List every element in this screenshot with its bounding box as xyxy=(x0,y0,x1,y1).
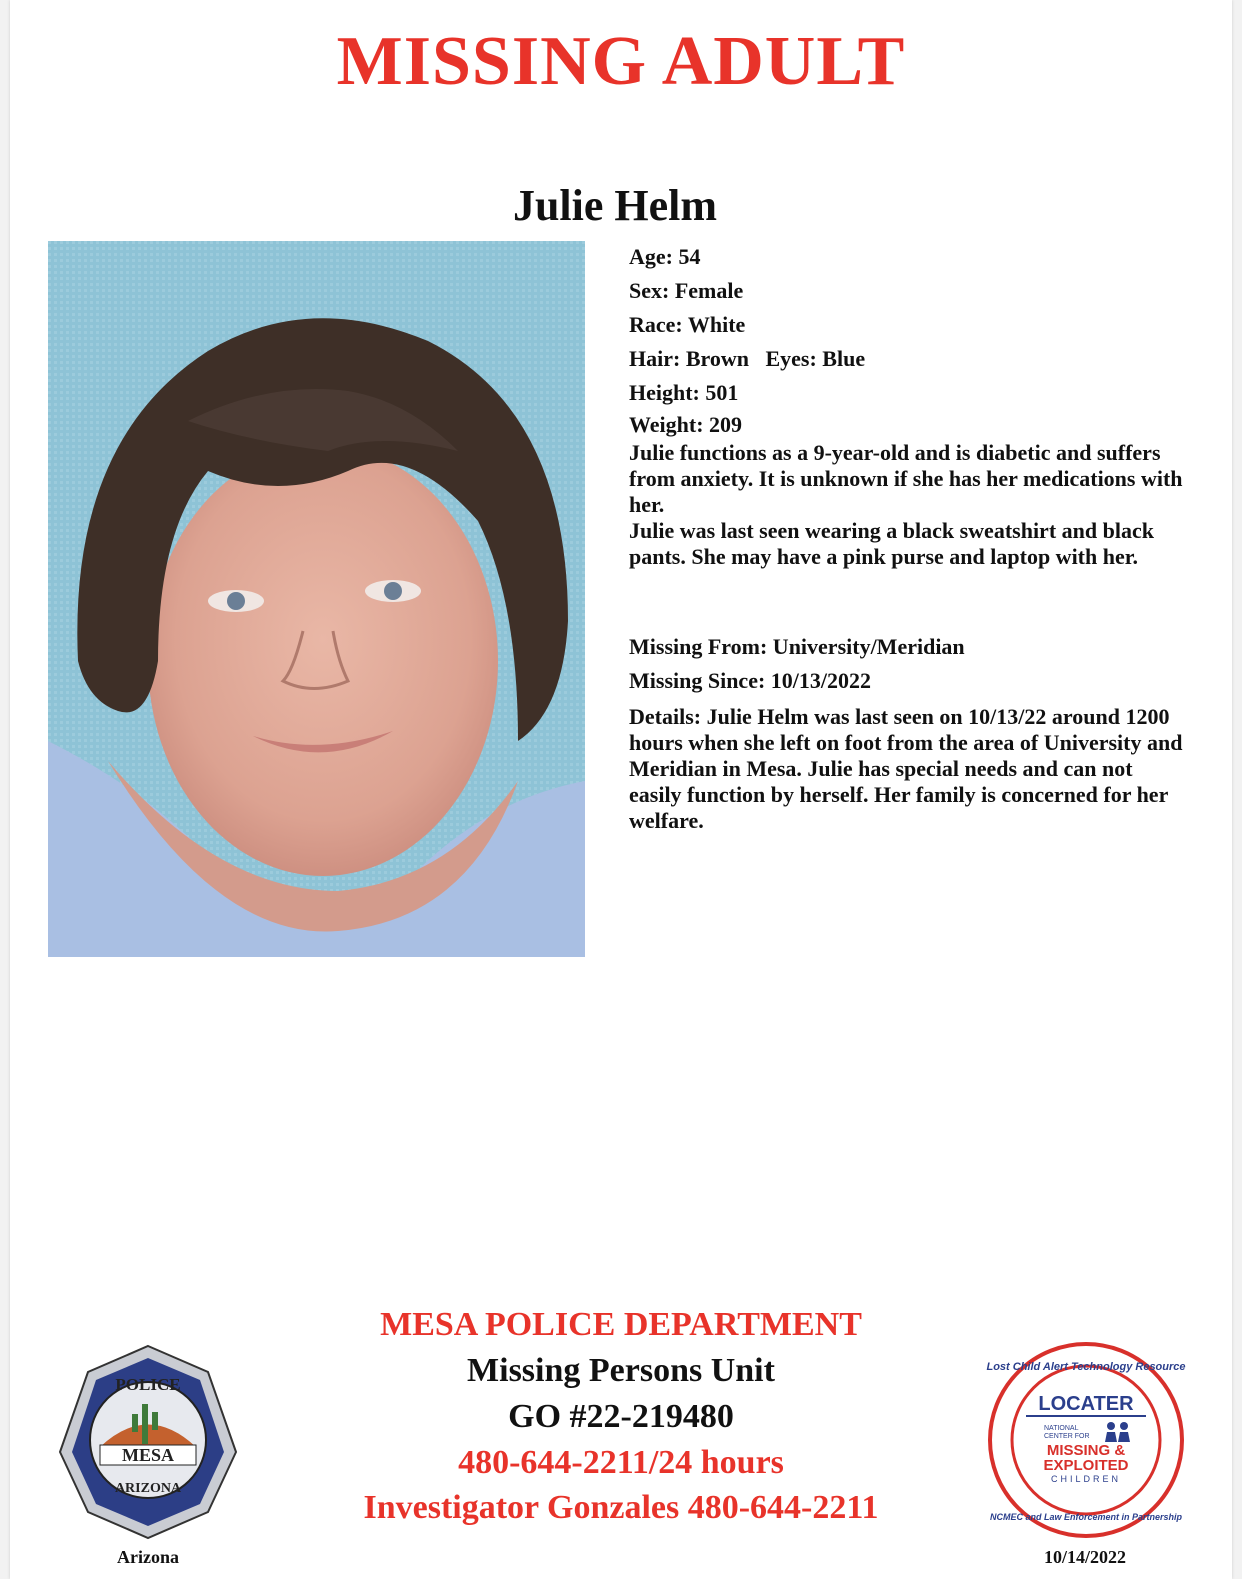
unit-name: Missing Persons Unit xyxy=(467,1352,775,1389)
missing-since-text: Missing Since: 10/13/2022 xyxy=(629,668,872,693)
svg-text:POLICE: POLICE xyxy=(115,1375,181,1394)
mesa-police-badge-logo xyxy=(58,1342,238,1542)
svg-text:MESA: MESA xyxy=(121,1445,175,1465)
date-caption: 10/14/2022 xyxy=(1043,1547,1126,1567)
phone-line: 480-644-2211/24 hours xyxy=(458,1444,784,1481)
svg-text:NCMEC and Law Enforcement in P: NCMEC and Law Enforcement in Partnership xyxy=(989,1512,1183,1522)
medical-description: Julie functions as a 9-year-old and is diabetic and suffers from anxiety. It is unknown if she has her medications with her. xyxy=(629,440,1183,517)
department-name: MESA POLICE DEPARTMENT xyxy=(380,1306,862,1343)
svg-text:EXPLOITED: EXPLOITED xyxy=(1043,1457,1129,1474)
missing-from-text: Missing From: University/Meridian xyxy=(629,634,965,659)
arizona-caption: Arizona xyxy=(117,1547,179,1567)
age-text: Age: 54 xyxy=(629,244,701,269)
height-text: Height: 501 xyxy=(629,380,739,405)
svg-text:NATIONAL: NATIONAL xyxy=(1044,1425,1079,1432)
svg-text:CENTER FOR: CENTER FOR xyxy=(1044,1433,1090,1440)
svg-text:CHILDREN: CHILDREN xyxy=(1050,1474,1122,1484)
svg-text:ARIZONA: ARIZONA xyxy=(114,1481,182,1496)
weight-text: Weight: 209 xyxy=(629,412,743,437)
investigator-line: Investigator Gonzales 480-644-2211 xyxy=(363,1489,879,1526)
clothing-description: Julie was last seen wearing a black sweatshirt and black pants. She may have a pink purse and laptop with her. xyxy=(629,518,1154,569)
person-details xyxy=(629,240,1189,834)
svg-text:MISSING &: MISSING & xyxy=(1046,1442,1126,1459)
sex-text: Sex: Female xyxy=(629,278,744,303)
hair-eyes-text: Hair: Brown Eyes: Blue xyxy=(629,346,866,371)
person-name: Julie Helm xyxy=(512,181,718,230)
case-number: GO #22-219480 xyxy=(508,1398,734,1435)
svg-text:LOCATER: LOCATER xyxy=(1038,1393,1134,1415)
locater-ncmec-seal-logo xyxy=(986,1340,1186,1540)
case-details: Details: Julie Helm was last seen on 10/13/22 around 1200 hours when she left on foot from the area of University and Meridian in Mesa. Julie has special needs and can not easily function by herself. Her family is concerned for her welfare. xyxy=(629,704,1183,833)
missing-person-photo xyxy=(48,241,585,957)
poster-headline: MISSING ADULT xyxy=(336,23,906,100)
svg-text:Lost Child Alert Technology Re: Lost Child Alert Technology Resource xyxy=(986,1361,1186,1373)
race-text: Race: White xyxy=(629,312,746,337)
